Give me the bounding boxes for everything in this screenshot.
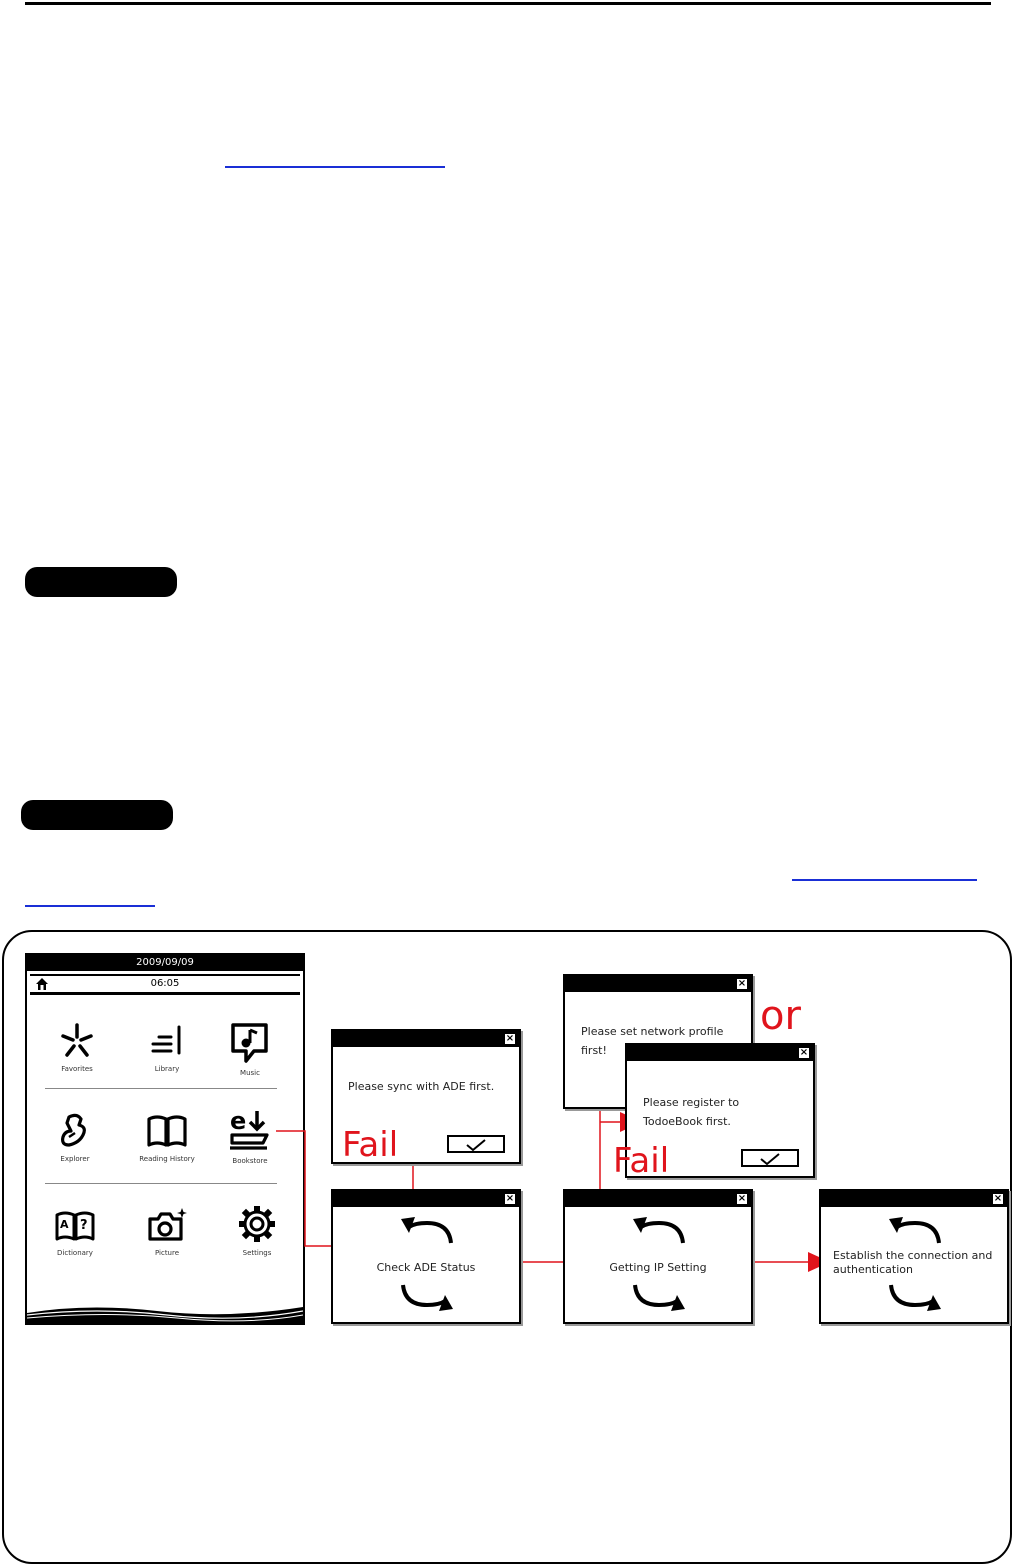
or-label: or (760, 993, 801, 1039)
status-label: Getting IP Setting (609, 1261, 707, 1274)
svg-text:?: ? (80, 1218, 88, 1233)
menu-label: Music (240, 1069, 260, 1077)
close-icon[interactable]: × (799, 1047, 809, 1058)
dialog-titlebar (821, 1191, 1007, 1207)
menu-label: Picture (154, 1249, 180, 1257)
menu-label: Explorer (60, 1155, 90, 1163)
close-icon[interactable]: × (737, 978, 747, 989)
dialog-message: Please sync with ADE first. (348, 1080, 495, 1093)
dialog-titlebar (565, 976, 751, 992)
ok-button[interactable] (741, 1149, 799, 1167)
fail-label: Fail (613, 1141, 670, 1181)
refresh-arrow-bottom-icon (393, 1283, 463, 1315)
menu-label: Reading History (139, 1155, 195, 1163)
check-ade-dialog (331, 1189, 521, 1324)
menu-label: Settings (242, 1249, 272, 1257)
menu-label: Favorites (61, 1065, 93, 1073)
dialog-titlebar (627, 1045, 813, 1061)
menu-label: Bookstore (232, 1157, 268, 1165)
status-label (833, 1249, 992, 1277)
refresh-arrow-top-icon (393, 1213, 463, 1245)
getting-ip-dialog (563, 1189, 753, 1324)
status-label-line: authentication (833, 1263, 913, 1276)
dialog-message-line: Please set network profile (581, 1025, 724, 1038)
dialog-message-line: Please register to (643, 1096, 740, 1109)
close-icon[interactable]: × (993, 1193, 1003, 1204)
menu-label: Library (154, 1065, 180, 1073)
device-time: 06:05 (150, 978, 180, 989)
ok-button[interactable] (447, 1135, 505, 1153)
svg-text:A: A (60, 1218, 69, 1231)
dialog-message-line: first! (581, 1044, 607, 1057)
dialog-titlebar (333, 1031, 519, 1047)
refresh-arrow-bottom-icon (625, 1283, 695, 1315)
dialog-message-line: TodoeBook first. (643, 1115, 731, 1128)
dialog-titlebar (565, 1191, 751, 1207)
close-icon[interactable]: × (505, 1193, 515, 1204)
check-icon (449, 1138, 503, 1152)
dialog-titlebar (333, 1191, 519, 1207)
refresh-arrow-top-icon (625, 1213, 695, 1245)
status-label-line: Establish the connection and (833, 1249, 993, 1262)
establish-connection-dialog (819, 1189, 1009, 1324)
status-label: Check ADE Status (376, 1261, 476, 1274)
fail-label: Fail (342, 1125, 399, 1165)
refresh-arrow-top-icon (881, 1213, 951, 1245)
close-icon[interactable]: × (505, 1033, 515, 1044)
svg-text:e: e (230, 1107, 247, 1135)
dialog-message (643, 1093, 739, 1131)
refresh-arrow-bottom-icon (881, 1283, 951, 1315)
close-icon[interactable]: × (737, 1193, 747, 1204)
menu-label: Dictionary (57, 1249, 93, 1257)
device-date: 2009/09/09 (27, 955, 303, 971)
check-icon (743, 1152, 797, 1166)
